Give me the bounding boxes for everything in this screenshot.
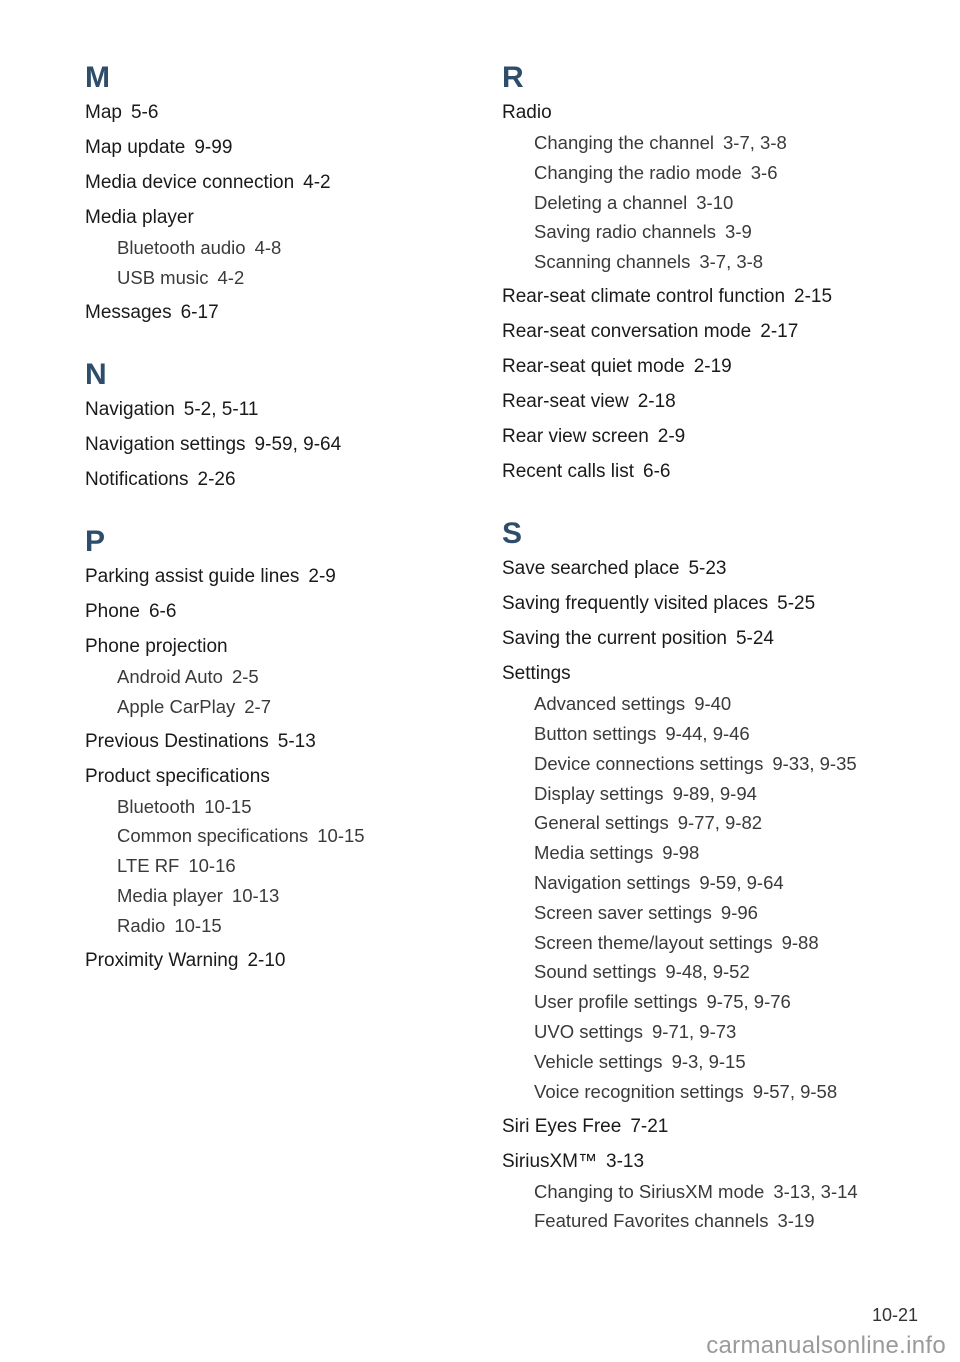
subentry-term: Changing the radio mode [534,161,742,183]
index-subentry [85,854,465,884]
entry-term: Proximity Warning [85,949,239,971]
subentry-list [502,131,922,274]
index-entry [502,1150,922,1234]
index-entry [502,557,922,581]
subentry-pages[interactable]: 3-19 [777,1210,815,1232]
subentry-pages[interactable]: 10-16 [188,855,236,877]
index-subentry [502,782,922,812]
index-subentry [502,692,922,722]
subentry-term: Changing the channel [534,132,715,153]
index-subentry [502,871,922,901]
entry-pages[interactable]: 4-2 [303,172,331,193]
entry-term: Notifications [85,468,189,490]
index-subentry [85,665,465,695]
subentry-term: Display settings [534,782,664,804]
section-letter: P [85,524,106,558]
entry-term: Messages [85,301,172,323]
subentry-term: Bluetooth audio [117,237,246,258]
index-entry [502,662,922,1103]
index-entry [85,171,465,195]
index-entry [85,468,465,492]
index-subentry [502,931,922,961]
entry-term: Save searched place [502,558,680,580]
index-column-left [85,58,465,1003]
subentry-term: Scanning channels [534,251,691,273]
subentry-pages[interactable]: 9-98 [662,842,700,864]
entry-pages[interactable]: 5-13 [277,730,316,752]
subentry-term: LTE RF [117,855,180,877]
subentry-pages[interactable]: 3-6 [750,161,778,183]
entry-pages[interactable]: 5-23 [688,558,727,580]
entry-term: Radio [502,102,552,123]
entry-term: Saving frequently visited places [502,593,769,615]
entry-term: Navigation settings [85,433,246,455]
subentry-pages[interactable]: 10-13 [231,884,280,906]
subentry-pages[interactable]: 9-89, 9-94 [672,782,757,804]
subentry-list [85,795,465,938]
index-entry [85,398,465,422]
index-entry [85,565,465,589]
index-subentry [502,1209,922,1233]
index-entry [85,949,465,973]
index-section [502,58,922,484]
entry-term: Media device connection [85,172,295,193]
section-letter: N [85,357,107,391]
index-subentry [502,990,922,1020]
subentry-term: Device connections settings [534,752,764,774]
subentry-term: Common specifications [117,825,309,847]
subentry-pages[interactable]: 3-13, 3-14 [773,1180,858,1202]
index-subentry [502,1050,922,1080]
index-subentry [85,236,465,266]
index-subentry [502,131,922,161]
index-subentry [85,824,465,854]
entry-term: Rear view screen [502,426,649,448]
index-subentry [502,960,922,990]
entry-term: Rear-seat view [502,391,629,413]
subentry-pages[interactable]: 4-2 [217,266,245,288]
entry-pages[interactable]: 3-13 [606,1150,645,1172]
index-entry [502,320,922,344]
index-subentry [502,752,922,782]
entry-term: Rear-seat conversation mode [502,321,752,343]
index-subentry [502,250,922,274]
entry-term: Navigation [85,398,175,420]
index-subentry [502,722,922,752]
entry-pages[interactable]: 5-2, 5-11 [183,398,259,420]
index-subentry [502,220,922,250]
entry-pages[interactable]: 5-24 [735,628,774,650]
index-entry [85,101,465,125]
entry-pages[interactable]: 9-59, 9-64 [254,433,342,455]
entry-pages[interactable]: 2-9 [657,426,686,448]
subentry-list [502,1180,922,1234]
subentry-term: Bluetooth [117,795,196,817]
entry-pages[interactable]: 9-99 [194,137,233,158]
entry-pages[interactable]: 6-17 [180,301,219,323]
index-subentry [85,795,465,825]
entry-term: Siri Eyes Free [502,1115,622,1137]
entry-term: Recent calls list [502,461,634,483]
subentry-term: Advanced settings [534,693,686,715]
subentry-pages[interactable]: 2-7 [244,695,272,717]
index-entry [502,285,922,309]
subentry-pages[interactable]: 4-8 [254,237,282,258]
subentry-term: Radio [117,914,166,936]
index-entry [85,206,465,290]
entry-pages[interactable]: 2-10 [247,949,286,971]
index-entry [85,136,465,160]
subentry-term: Featured Favorites channels [534,1210,769,1232]
subentry-pages[interactable]: 9-3, 9-15 [671,1050,746,1072]
entry-term: Previous Destinations [85,730,269,752]
index-subentry [502,1020,922,1050]
subentry-term: Saving radio channels [534,221,717,243]
subentry-term: Deleting a channel [534,191,688,213]
subentry-term: Screen theme/layout settings [534,931,773,953]
entry-pages[interactable]: 2-17 [760,321,799,343]
entry-term: SiriusXM™ [502,1150,598,1172]
subentry-pages[interactable]: 3-10 [696,191,734,213]
index-subentry [85,884,465,914]
section-letter: S [502,517,523,551]
subentry-list [85,236,465,290]
entry-pages[interactable]: 2-26 [197,468,236,490]
index-subentry [502,901,922,931]
index-entry [85,433,465,457]
entry-pages[interactable]: 6-6 [643,461,671,483]
entry-term: Rear-seat climate control function [502,286,786,308]
subentry-pages[interactable]: 9-77, 9-82 [677,812,763,834]
subentry-pages[interactable]: 9-40 [694,693,732,715]
index-subentry [502,161,922,191]
entry-pages[interactable]: 5-25 [777,593,816,615]
entry-pages[interactable]: 2-19 [693,356,732,378]
subentry-pages[interactable]: 10-15 [204,795,252,817]
subentry-pages[interactable]: 9-44, 9-46 [665,722,750,744]
index-subentry [502,1180,922,1210]
subentry-term: Changing to SiriusXM mode [534,1180,765,1202]
page-number: 10-21 [871,1305,918,1325]
subentry-term: Sound settings [534,961,657,983]
index-entry [502,460,922,484]
subentry-pages[interactable]: 3-9 [725,221,752,243]
subentry-pages[interactable]: 9-75, 9-76 [706,991,791,1013]
subentry-pages[interactable]: 3-7, 3-8 [699,251,764,273]
entry-term: Map [85,102,122,123]
index-entry [502,425,922,449]
index-entry [502,101,922,274]
index-section [85,58,465,325]
index-entry [502,1115,922,1139]
subentry-pages[interactable]: 10-15 [174,914,222,936]
index-entry [502,390,922,414]
index-section [502,514,922,1233]
entry-pages[interactable]: 2-9 [308,565,336,587]
section-letter: M [85,61,110,94]
entry-term: Phone [85,600,140,622]
subentry-term: Media player [117,884,223,906]
index-entry [85,730,465,754]
subentry-list [85,665,465,719]
entry-term: Settings [502,663,571,685]
subentry-term: USB music [117,266,209,288]
subentry-list [502,692,922,1103]
index-entry [85,635,465,719]
subentry-term: User profile settings [534,991,698,1013]
subentry-pages[interactable]: 9-33, 9-35 [772,752,857,774]
index-entry [502,627,922,651]
watermark: carmanualsonline.info [706,1332,946,1359]
entry-term: Phone projection [85,635,228,657]
subentry-term: Vehicle settings [534,1050,663,1072]
subentry-pages[interactable]: 9-48, 9-52 [665,961,750,983]
subentry-pages[interactable]: 3-7, 3-8 [723,132,787,153]
section-letter: R [502,61,524,94]
subentry-pages[interactable]: 9-96 [720,901,758,923]
index-subentry [502,841,922,871]
entry-term: Product specifications [85,765,270,787]
subentry-pages[interactable]: 9-59, 9-64 [699,871,784,893]
subentry-term: Button settings [534,722,657,744]
index-subentry [502,811,922,841]
subentry-term: Media settings [534,842,654,864]
entry-pages[interactable]: 7-21 [630,1115,669,1137]
subentry-pages[interactable]: 9-71, 9-73 [652,1020,737,1042]
entry-term: Saving the current position [502,628,727,650]
index-subentry [85,695,465,719]
index-subentry [502,1080,922,1104]
entry-term: Map update [85,137,186,158]
entry-term: Media player [85,207,194,228]
subentry-pages[interactable]: 10-15 [317,825,365,847]
index-entry [85,301,465,325]
index-section [85,522,465,973]
index-entry [85,600,465,624]
subentry-term: Apple CarPlay [117,695,236,717]
subentry-pages[interactable]: 2-5 [231,665,259,687]
subentry-term: Screen saver settings [534,901,712,923]
entry-pages[interactable]: 2-15 [794,286,833,308]
entry-pages[interactable]: 2-18 [637,391,676,413]
subentry-term: Navigation settings [534,871,691,893]
entry-pages[interactable]: 6-6 [148,600,177,622]
subentry-term: General settings [534,812,669,834]
index-entry [502,592,922,616]
subentry-term: UVO settings [534,1020,643,1042]
index-entry [502,355,922,379]
entry-term: Parking assist guide lines [85,565,300,587]
index-subentry [85,914,465,938]
subentry-term: Voice recognition settings [534,1080,744,1102]
entry-pages[interactable]: 5-6 [130,102,159,123]
index-entry [85,765,465,938]
index-subentry [502,191,922,221]
index-subentry [85,266,465,290]
index-column-right [502,58,922,1263]
subentry-pages[interactable]: 9-88 [781,931,819,953]
index-section [85,355,465,492]
entry-term: Rear-seat quiet mode [502,356,685,378]
subentry-pages[interactable]: 9-57, 9-58 [752,1080,838,1102]
subentry-term: Android Auto [117,665,223,687]
